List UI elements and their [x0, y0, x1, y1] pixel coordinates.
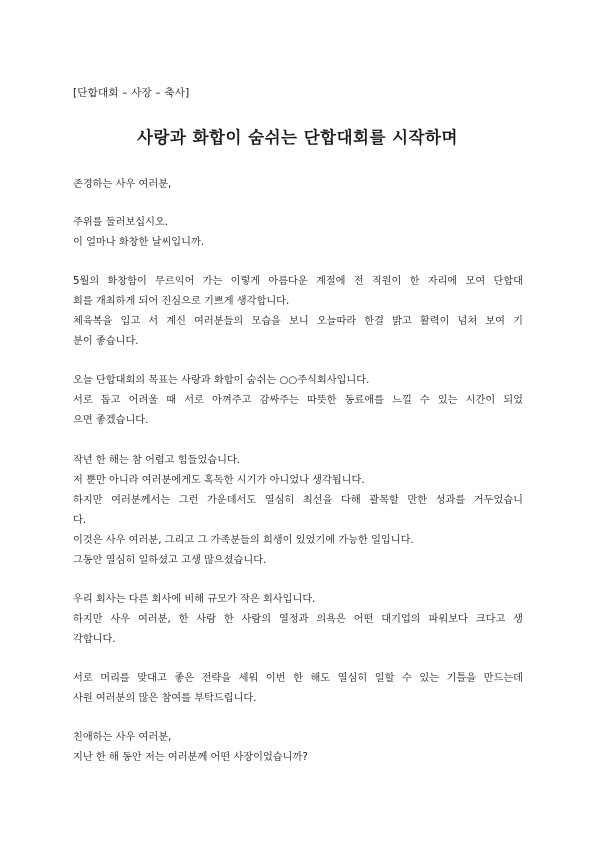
paragraph-line: 다.	[73, 515, 87, 526]
document-title: 사랑과 화합이 숨쉬는 단합대회를 시작하며	[137, 128, 458, 147]
paragraph-line: 하지만 사우 여러분, 한 사람 한 사람의 열정과 의욕은 어떤 대기업의 파워보다 크다고 생	[73, 614, 523, 625]
paragraph-line: 지난 한 해 동안 저는 여러분께 어떤 사장이었습니까?	[73, 752, 308, 763]
paragraph-line: 저 뿐만 아니라 여러분에게도 혹독한 시기가 아니었나 생각됩니다.	[73, 475, 365, 486]
paragraph-line: 회를 개최하게 되어 진심으로 기쁘게 생각합니다.	[73, 296, 290, 307]
paragraph-line: 하지만 여러분께서는 그런 가운데서도 열심히 최선을 다해 괄목할 만한 성과를 거두었습니	[73, 495, 523, 506]
paragraph-line: 각합니다.	[73, 634, 116, 645]
paragraph-line: 분이 좋습니다.	[73, 336, 139, 347]
paragraph-line: 그동안 열심히 일하셨고 고생 많으셨습니다.	[73, 555, 267, 566]
paragraph-line: 이 얼마나 화창한 날씨입니까.	[73, 237, 205, 248]
document-category: [단합대회 – 사장 – 축사]	[73, 87, 190, 99]
paragraph-line: 주위를 둘러보십시오.	[73, 217, 169, 228]
paragraph-line: 5월의 화창함이 무르익어 가는 이렇게 아름다운 계절에 전 직원이 한 자리에 모여 단합대	[73, 276, 523, 287]
paragraph-line: 작년 한 해는 참 어렵고 힘들었습니다.	[73, 455, 241, 466]
paragraph-line: 이것은 사우 여러분, 그리고 그 가족분들의 희생이 있었기에 가능한 일입니다.	[73, 535, 414, 546]
paragraph-line: 서로 돕고 어려울 때 서로 아껴주고 감싸주는 따뜻한 동료애를 느낄 수 있는 시간이 되었	[73, 395, 523, 406]
paragraph-line: 으면 좋겠습니다.	[73, 415, 149, 426]
paragraph-line: 오늘 단합대회의 목표는 사랑과 화합이 숨쉬는 ○○주식회사입니다.	[73, 375, 370, 386]
paragraph-line: 서로 머리를 맞대고 좋은 전략을 세워 이번 한 해도 열심히 일할 수 있는 기틀을 만드는데	[73, 673, 523, 684]
closing-salutation: 친애하는 사우 여러분,	[73, 732, 172, 743]
paragraph-line: 우리 회사는 다른 회사에 비해 규모가 작은 회사입니다.	[73, 594, 316, 605]
paragraph-line: 사원 여러분의 많은 참여를 부탁드립니다.	[73, 693, 257, 704]
paragraph-line: 체육복을 입고 서 계신 여러분들의 모습을 보니 오늘따라 한결 밝고 활력이 넘쳐 보여 기	[73, 316, 523, 327]
salutation: 존경하는 사우 여러분,	[73, 179, 172, 190]
